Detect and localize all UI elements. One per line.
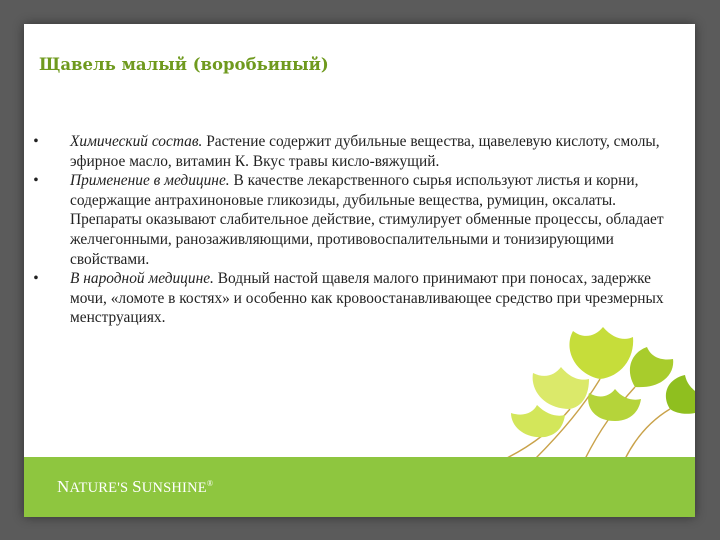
list-item bbox=[31, 132, 686, 171]
footer-band bbox=[24, 457, 695, 517]
leaf bbox=[630, 347, 673, 387]
brand-logo: NATURE'S SUNSHINE® bbox=[57, 477, 214, 496]
bullet-text: Растение содержит дубильные вещества, щавелевую кислоту, смолы, эфирное масло, витамин К. Вкус травы кисло-вяжущий. bbox=[70, 133, 660, 170]
list-item bbox=[31, 171, 686, 269]
bullet-marker: • bbox=[33, 172, 39, 190]
bullet-lead: Химический состав. bbox=[70, 133, 203, 150]
bullet-marker: • bbox=[33, 270, 39, 288]
leaf bbox=[569, 327, 633, 379]
bullet-marker: • bbox=[33, 133, 39, 150]
leaf bbox=[588, 389, 641, 421]
slide bbox=[24, 24, 695, 517]
bullet-lead: Применение в медицине. bbox=[70, 172, 230, 190]
bullet-list bbox=[31, 132, 686, 328]
leaf bbox=[666, 375, 695, 414]
slide-title: Щавель малый (воробьиный) bbox=[39, 55, 329, 74]
bullet-text: Водный настой щавеля малого принимают при поносах, задержке мочи, «ломоте в костях» и особенно как кровоостанавливающее средство при чрезмерных менструациях. bbox=[70, 270, 664, 327]
bullet-lead: В народной медицине. bbox=[70, 270, 214, 288]
bullet-text: В качестве лекарственного сырья используют листья и корни, содержащие антрахиноновые гликозиды, дубильные вещества, румицин, оксалаты. Препараты оказывают слабительное действие, стимулирует обменные процессы, обладает желчегонными, ранозаживляющими, противовоспалительными и тонизирующими свойствами. bbox=[70, 172, 664, 268]
leaf bbox=[511, 405, 565, 437]
ginkgo-leaves-icon bbox=[475, 309, 695, 459]
leaf bbox=[533, 367, 589, 409]
